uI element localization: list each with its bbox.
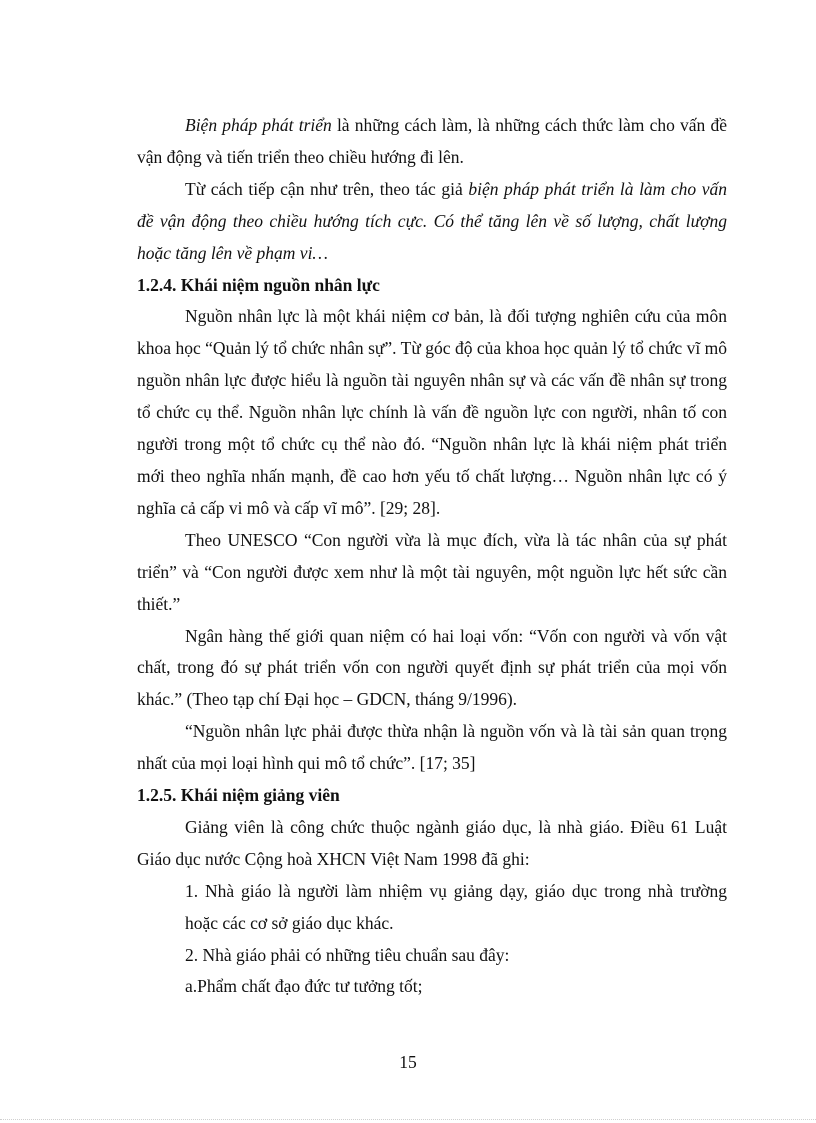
italic-term: Biện pháp phát triển [185, 115, 332, 135]
paragraph-unesco: Theo UNESCO “Con người vừa là mục đích, vừa là tác nhân của sự phát triển” và “Con người được xem như là một tài nguyên, một nguồn lực hết sức cần thiết.” [137, 529, 727, 614]
paragraph-text: là những cách làm, là những cách thức làm cho vấn đề vận động và tiến triển theo chiều hướng đi lên. [137, 115, 727, 167]
list-item-1: 1. Nhà giáo là người làm nhiệm vụ giảng dạy, giáo dục trong nhà trường hoặc các cơ sở giáo dục khác. [185, 880, 727, 933]
paragraph-lead-text: Từ cách tiếp cận như trên, theo tác giả [185, 178, 469, 199]
section-heading-1-2-5: 1.2.5. Khái niệm giảng viên [137, 785, 340, 806]
italic-definition: biện pháp phát triển là làm cho vấn đề vận động theo chiều hướng tích cực. Có thể tăng lên về số lượng, chất lượng hoặc tăng lên về phạm vi… [137, 178, 727, 263]
paragraph-world-bank: Ngân hàng thế giới quan niệm có hai loại vốn: “Vốn con người và vốn vật chất, trong đó sự phát triển vốn con người quyết định sự phát triển của mọi vốn khác.” (Theo tạp chí Đại học – GDCN, tháng 9/1996). [137, 625, 727, 710]
list-item-2: 2. Nhà giáo phải có những tiêu chuẩn sau đây: [185, 944, 510, 965]
paragraph-bien-phap-definition [137, 110, 727, 174]
section-heading-1-2-4: 1.2.4. Khái niệm nguồn nhân lực [137, 274, 380, 295]
paragraph-human-resource-concept: Nguồn nhân lực là một khái niệm cơ bản, là đối tượng nghiên cứu của môn khoa học “Quản lý tổ chức nhân sự”. Từ góc độ của khoa học quản lý tổ chức vĩ mô nguồn nhân lực được hiểu là nguồn tài nguyên nhân sự và các vấn đề nhân sự trong tổ chức cụ thể. Nguồn nhân lực chính là vấn đề nguồn lực con người, nhân tố con người trong một tổ chức cụ thể nào đó. “Nguồn nhân lực là khái niệm phát triển mới theo nghĩa nhấn mạnh, đề cao hơn yếu tố chất lượng… Nguồn nhân lực có ý nghĩa cả cấp vi mô và cấp vĩ mô”. [29; 28]. [137, 306, 727, 518]
page-number: 15 [399, 1052, 417, 1072]
page-body [137, 110, 727, 1003]
paragraph-quote-capital: “Nguồn nhân lực phải được thừa nhận là nguồn vốn và là tài sản quan trọng nhất của mọi loại hình qui mô tổ chức”. [17; 35] [137, 721, 727, 774]
list-item-a: a.Phẩm chất đạo đức tư tưởng tốt; [185, 976, 423, 997]
paragraph-lecturer-definition: Giảng viên là công chức thuộc ngành giáo dục, là nhà giáo. Điều 61 Luật Giáo dục nước Cộng hoà XHCN Việt Nam 1998 đã ghi: [137, 816, 727, 869]
page-bottom-divider [0, 1119, 816, 1120]
paragraph-approach [137, 174, 727, 270]
